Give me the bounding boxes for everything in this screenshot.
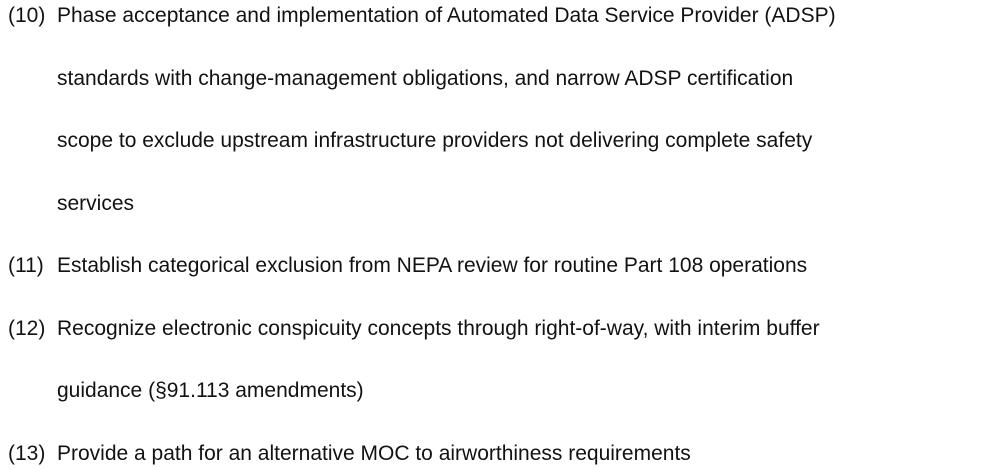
list-item-number: (10)	[8, 4, 46, 27]
list-item-text: guidance (§91.113 amendments)	[57, 379, 364, 402]
list-item-text: scope to exclude upstream infrastructure providers not delivering complete safety	[57, 129, 813, 152]
list-item-number: (11)	[8, 254, 44, 277]
list-item-12-line-1	[8, 317, 1008, 380]
list-item-13-line-1	[8, 442, 1008, 469]
list-item-text: services	[57, 191, 135, 215]
list-item-10-line-4	[8, 192, 1008, 255]
list-item-text: standards with change-management obligations, and narrow ADSP certification	[57, 66, 794, 90]
list-item-text: Provide a path for an alternative MOC to airworthiness requirements	[57, 441, 691, 465]
list-item-10-line-1	[8, 4, 1008, 67]
list-item-number: (12)	[8, 316, 46, 340]
list-item-10-line-3	[8, 129, 1008, 192]
list-item-text: Recognize electronic conspicuity concepts through right-of-way, with interim buffer	[57, 316, 820, 340]
list-item-text: Establish categorical exclusion from NEPA review for routine Part 108 operations	[57, 254, 808, 277]
list-item-text: Phase acceptance and implementation of Automated Data Service Provider (ADSP)	[57, 4, 836, 27]
list-item-12-line-2	[8, 379, 1008, 442]
list-item-10-line-2	[8, 67, 1008, 130]
list-item-number: (13)	[8, 441, 46, 465]
list-item-11-line-1	[8, 254, 1008, 317]
